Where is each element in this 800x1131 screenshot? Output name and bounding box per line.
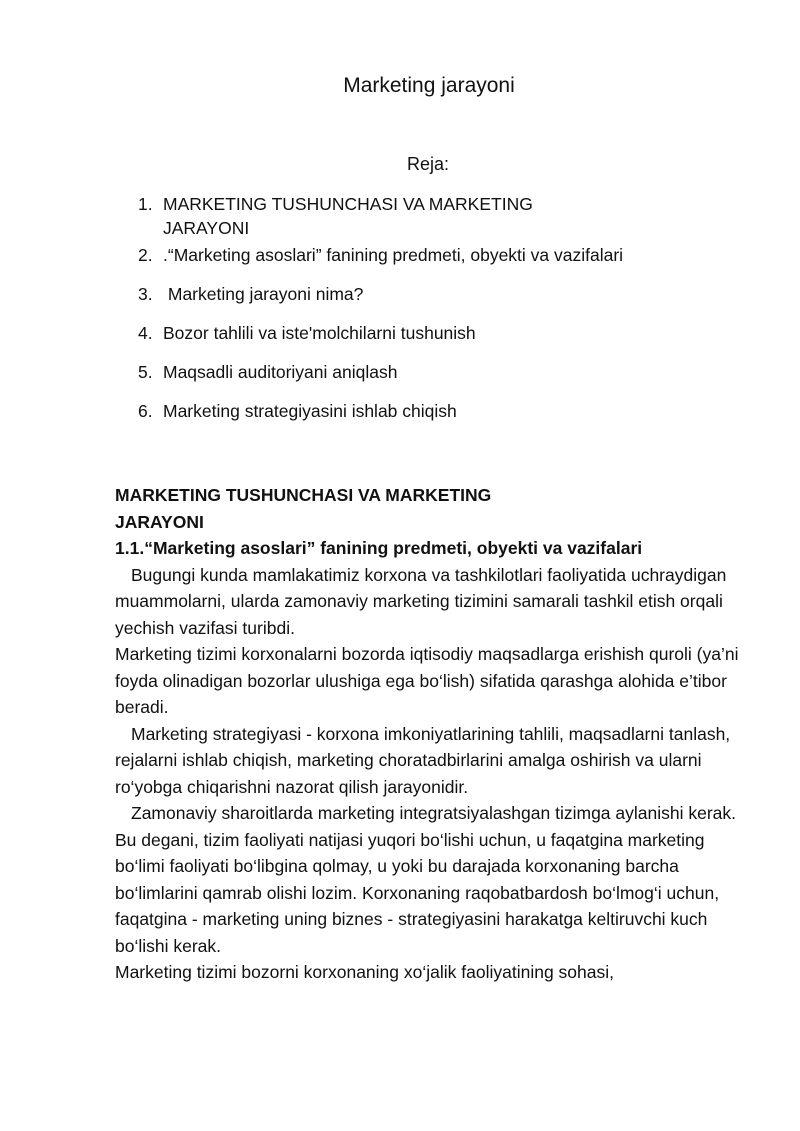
plan-item xyxy=(138,282,738,306)
plan-item-number: 5. xyxy=(138,362,153,382)
plan-item-text: Marketing strategiyasini ishlab chiqish xyxy=(163,401,457,421)
paragraph: Zamonaviy sharoitlarda marketing integratsiyalashgan tizimga aylanishi kerak. Bu degani, tizim faoliyati natijasi yuqori bo‘lishi uchun, u faqatgina marketing bo‘limi faoliyati bo‘libgina qolmay, u yoki bu darajada korxonaning barcha bo‘limlarini qamrab olishi lozim. Korxonaning raqobatbardosh bo‘lmog‘i uchun, faqatgina - marketing uning biznes - strategiyasini harakatga keltiruvchi kuch bo‘lishi kerak. xyxy=(115,803,737,956)
plan-item-text: Maqsadli auditoriyani aniqlash xyxy=(163,362,398,382)
paragraph: Marketing strategiyasi - korxona imkoniyatlarining tahlili, maqsadlarni tanlash, rejalarni ishlab chiqish, marketing choratadbirlarini amalga oshirish va ularni ro‘yobga chiqarishni nazorat qilish jarayonidir. xyxy=(115,723,731,797)
subsection-heading: 1.1.“Marketing asoslari” fanining predmeti, obyekti va vazifalari xyxy=(115,538,643,558)
main-section xyxy=(115,482,755,986)
document-title: Marketing jarayoni xyxy=(343,74,515,97)
plan-item-number: 4. xyxy=(138,323,153,343)
paragraph: Bugungi kunda mamlakatimiz korxona va tashkilotlari faoliyatida uchraydigan muammolarni, ularda zamonaviy marketing tizimini samarali tashkil etish orqali yechish vazifasi turibdi. xyxy=(115,564,727,638)
plan-item xyxy=(138,243,738,267)
plan-item-text: Marketing jarayoni nima? xyxy=(163,284,364,304)
plan-item-text: MARKETING TUSHUNCHASI VA MARKETING JARAYONI xyxy=(163,194,533,238)
plan-item xyxy=(138,360,738,384)
plan-heading: Reja: xyxy=(406,154,450,174)
plan-item xyxy=(138,192,563,240)
plan-item-number: 1. xyxy=(138,194,153,214)
paragraph: Marketing tizimi korxonalarni bozorda iqtisodiy maqsadlarga erishish quroli (ya’ni foyda olinadigan bozorlar ulushiga ega bo‘lish) sifatida qarashga alohida e’tibor beradi. xyxy=(115,644,739,717)
plan-list xyxy=(138,192,738,438)
plan-item-number: 3. xyxy=(138,284,153,304)
plan-item-number: 6. xyxy=(138,401,153,421)
plan-item-text: .“Marketing asoslari” fanining predmeti, obyekti va vazifalari xyxy=(163,245,624,265)
paragraph: Marketing tizimi bozorni korxonaning xo‘jalik faoliyatining sohasi, xyxy=(115,962,614,982)
section-heading: MARKETING TUSHUNCHASI VA MARKETING JARAYONI xyxy=(115,485,492,532)
plan-item-number: 2. xyxy=(138,245,153,265)
plan-item xyxy=(138,321,738,345)
plan-item xyxy=(138,399,738,423)
plan-item-text: Bozor tahlili va iste'molchilarni tushunish xyxy=(163,323,476,343)
